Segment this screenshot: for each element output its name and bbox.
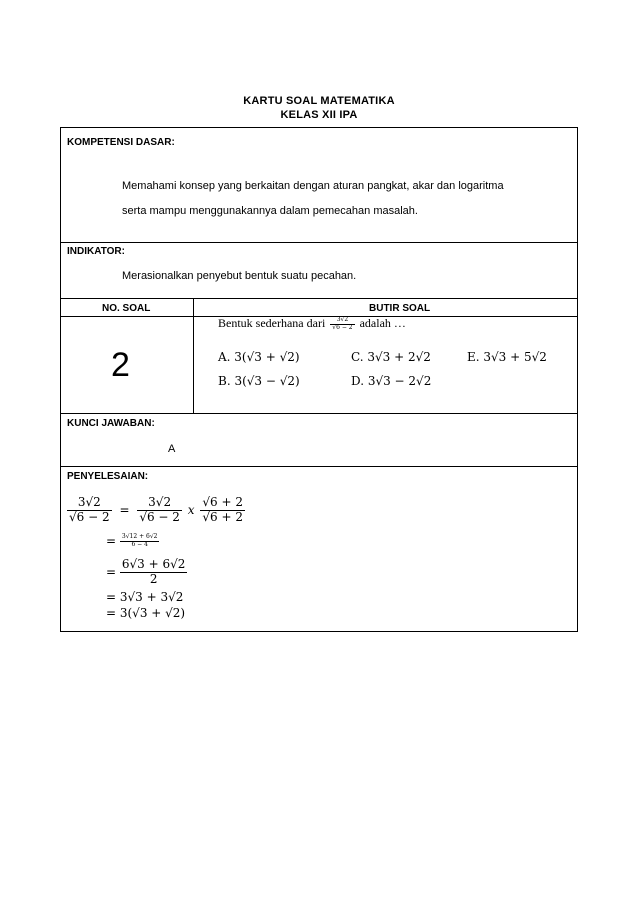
solution-line-5: = 3(√3 + √2) xyxy=(106,606,186,620)
solution-line-1 xyxy=(67,496,245,525)
question-number: 2 xyxy=(111,346,130,384)
equals-sign: = xyxy=(106,564,117,579)
equals-sign: = xyxy=(119,502,130,517)
fraction-numerator: 3√12 + 6√2 xyxy=(121,533,158,541)
stem-after: adalah … xyxy=(359,316,406,330)
option-d: D. 3√3 − 2√2 xyxy=(351,374,432,388)
solution-line-2 xyxy=(106,534,159,549)
solution-line-3 xyxy=(106,558,187,587)
kompetensi-label: KOMPETENSI DASAR: xyxy=(67,137,175,148)
indikator-text: Merasionalkan penyebut bentuk suatu pecahan. xyxy=(122,270,357,282)
divider xyxy=(61,298,577,299)
indikator-label: INDIKATOR: xyxy=(67,246,125,257)
option-a: A. 3(√3 + √2) xyxy=(218,350,300,364)
stem-fraction xyxy=(330,317,354,332)
equals-sign: = xyxy=(106,534,117,548)
page-title: KARTU SOAL MATEMATIKA xyxy=(243,95,395,107)
fraction-numerator: 6√3 + 6√2 xyxy=(121,557,186,571)
no-soal-header: NO. SOAL xyxy=(102,303,151,314)
option-c: C. 3√3 + 2√2 xyxy=(351,350,431,364)
kunci-label: KUNCI JAWABAN: xyxy=(67,418,155,429)
stem-fraction-numerator: 3√2 xyxy=(330,317,354,325)
fraction-denominator: √6 + 2 xyxy=(202,509,243,524)
question-stem xyxy=(218,316,406,332)
fraction-denominator: 2 xyxy=(149,571,158,586)
fraction-numerator: 3√2 xyxy=(137,496,182,511)
divider xyxy=(61,466,577,467)
column-divider xyxy=(193,298,194,413)
solution-line-4: = 3√3 + 3√2 xyxy=(106,590,184,604)
solution-fraction xyxy=(200,496,245,525)
option-e: E. 3√3 + 5√2 xyxy=(467,350,547,364)
solution-fraction xyxy=(120,558,188,587)
solution-fraction xyxy=(120,534,160,549)
fraction-numerator: 3√2 xyxy=(67,496,112,511)
times-sign: x xyxy=(187,502,195,517)
fraction-denominator: √6 − 2 xyxy=(69,509,110,524)
stem-before: Bentuk sederhana dari xyxy=(218,316,326,330)
fraction-numerator: √6 + 2 xyxy=(202,495,243,509)
fraction-denominator: √6 − 2 xyxy=(139,509,180,524)
question-card xyxy=(60,127,578,632)
butir-soal-header: BUTIR SOAL xyxy=(369,303,431,314)
penyelesaian-label: PENYELESAIAN: xyxy=(67,471,149,482)
kunci-answer: A xyxy=(168,443,176,455)
page-subtitle: KELAS XII IPA xyxy=(280,109,358,121)
kompetensi-line-2: serta mampu menggunakannya dalam pemecahan masalah. xyxy=(122,205,418,217)
option-b: B. 3(√3 − √2) xyxy=(218,374,300,388)
divider xyxy=(61,413,577,414)
solution-fraction xyxy=(137,496,182,525)
solution-fraction xyxy=(67,496,112,525)
fraction-denominator: 6 − 4 xyxy=(131,541,148,548)
divider xyxy=(61,242,577,243)
kompetensi-line-1: Memahami konsep yang berkaitan dengan aturan pangkat, akar dan logaritma xyxy=(122,180,504,192)
stem-fraction-denominator: √6 − 2 xyxy=(332,323,353,331)
